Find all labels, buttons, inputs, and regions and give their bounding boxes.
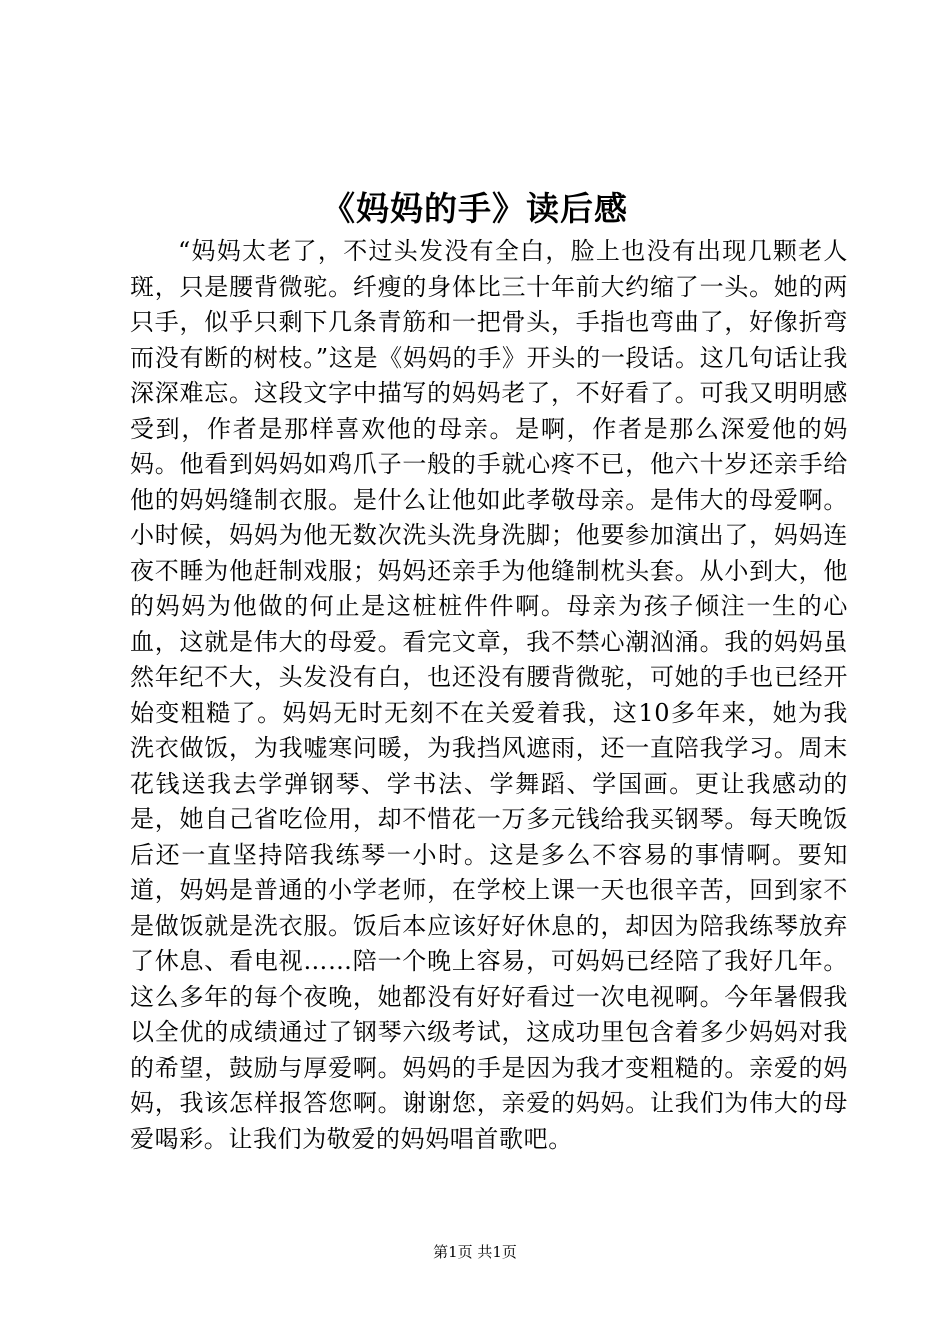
page-footer: 第1页 共1页 (433, 1243, 517, 1261)
document-body-paragraph: “妈妈太老了，不过头发没有全白，脸上也没有出现几颗老人斑，只是腰背微驼。纤瘦的身体比三十年前大约缩了一头。她的两只手，似乎只剩下几条青筋和一把骨头，手指也弯曲了，好像折弯而没有断的树枝。”这是《妈妈的手》开头的一段话。这几句话让我深深难忘。这段文字中描写的妈妈老了，不好看了。可我又明明感受到，作者是那样喜欢他的母亲。是啊，作者是那么深爱他的妈妈。他看到妈妈如鸡爪子一般的手就心疼不已，他六十岁还亲手给他的妈妈缝制衣服。是什么让他如此孝敬母亲。是伟大的母爱啊。小时候，妈妈为他无数次洗头洗身洗脚；他要参加演出了，妈妈连夜不睡为他赶制戏服；妈妈还亲手为他缝制枕头套。从小到大，他的妈妈为他做的何止是这桩桩件件啊。母亲为孩子倾注一生的心血，这就是伟大的母爱。看完文章，我不禁心潮汹涌。我的妈妈虽然年纪不大，头发没有白，也还没有腰背微驼，可她的手也已经开始变粗糙了。妈妈无时无刻不在关爱着我，这10多年来，她为我洗衣做饭，为我嘘寒问暖，为我挡风遮雨，还一直陪我学习。周末花钱送我去学弹钢琴、学书法、学舞蹈、学国画。更让我感动的是，她自己省吃俭用，却不惜花一万多元钱给我买钢琴。每天晚饭后还一直坚持陪我练琴一小时。这是多么不容易的事情啊。要知道，妈妈是普通的小学老师，在学校上课一天也很辛苦，回到家不是做饭就是洗衣服。饭后本应该好好休息的，却因为陪我练琴放弃了休息、看电视……陪一个晚上容易，可妈妈已经陪了我好几年。这么多年的每个夜晚，她都没有好好看过一次电视啊。今年暑假我以全优的成绩通过了钢琴六级考试，这成功里包含着多少妈妈对我的希望，鼓励与厚爱啊。妈妈的手是因为我才变粗糙的。亲爱的妈妈，我该怎样报答您啊。谢谢您，亲爱的妈妈。让我们为伟大的母爱喝彩。让我们为敬爱的妈妈唱首歌吧。 (130, 237, 848, 1153)
document-title: 《妈妈的手》读后感 (322, 189, 628, 228)
